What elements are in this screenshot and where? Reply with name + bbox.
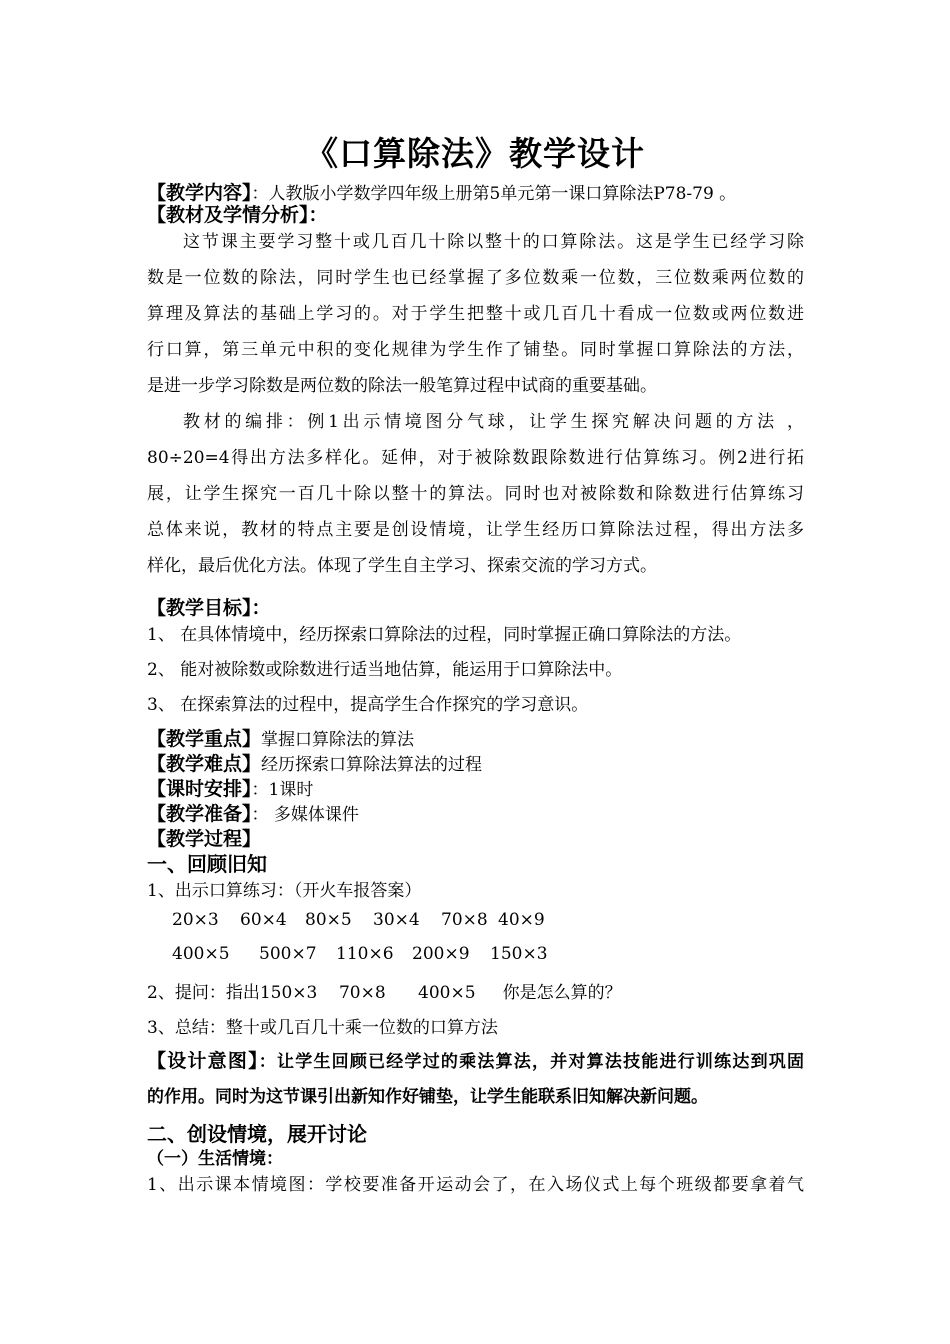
prep-label: 【教学准备】 [147, 803, 252, 825]
difficulty-line [147, 749, 482, 776]
analysis-p1-line: 数是一位数的除法，同时学生也已经掌握了多位数乘一位数，三位数乘两位数的 [147, 268, 804, 288]
intent-label: 【设计意图】 [147, 1050, 259, 1072]
exercise-item: 20×3 [172, 910, 219, 930]
intent-text: ：让学生回顾已经学过的乘法算法，并对算法技能进行训练达到巩固 [258, 1052, 804, 1072]
goal-item: 3、 在探索算法的过程中，提高学生合作探究的学习意识。 [147, 695, 589, 715]
exercise-item: 500×7 [259, 944, 317, 964]
analysis-p2-line: 教材的编排：例1出示情境图分气球，让学生探究解决问题的方法 ， [183, 412, 804, 432]
exercise-item: 30×4 [373, 910, 420, 930]
exercise-item: 70×8 [441, 910, 488, 930]
analysis-p1-line: 算理及算法的基础上学习的。对于学生把整十或几百几十看成一位数或两位数进 [147, 304, 804, 324]
schedule-line [147, 774, 313, 801]
exercise-item: 60×4 [240, 910, 287, 930]
analysis-p2-line: 总体来说，教材的特点主要是创设情境，让学生经历口算除法过程，得出方法多 [147, 520, 804, 540]
intent-line [147, 1046, 804, 1073]
analysis-p1-line: 行口算，第三单元中积的变化规律为学生作了铺垫。同时掌握口算除法的方法， [147, 340, 804, 360]
part2-line: 1、出示课本情境图：学校要准备开运动会了，在入场仪式上每个班级都要拿着气 [147, 1175, 804, 1195]
analysis-p2-line: 样化，最后优化方法。体现了学生自主学习、探索交流的学习方式。 [147, 556, 657, 576]
analysis-p1-line: 是进一步学习除数是两位数的除法一般笔算过程中试商的重要基础。 [147, 376, 657, 396]
analysis-p2-line: 展，让学生探究一百几十除以整十的算法。同时也对被除数和除数进行估算练习 [147, 484, 804, 504]
key-text: 掌握口算除法的算法 [261, 730, 415, 750]
content-label: 【教学内容】 [147, 182, 252, 204]
goal-item: 1、 在具体情境中，经历探索口算除法的过程，同时掌握正确口算除法的方法。 [147, 625, 742, 645]
document-title: 《口算除法》教学设计 [305, 134, 645, 173]
content-text: ：人教版小学数学四年级上册第5单元第一课口算除法P78-79 。 [251, 184, 737, 204]
key-line [147, 724, 414, 751]
analysis-label: 【教材及学情分析】： [147, 204, 328, 226]
schedule-label: 【课时安排】 [147, 778, 252, 800]
exercise-item: 150×3 [490, 944, 548, 964]
exercise-item: 400×5 [172, 944, 230, 964]
goals-label: 【教学目标】： [147, 597, 271, 619]
part1-line: 2、提问：指出150×3 70×8 400×5 你是怎么算的？ [147, 983, 622, 1003]
difficulty-text: 经历探索口算除法算法的过程 [261, 755, 483, 775]
process-label: 【教学过程】 [147, 828, 262, 850]
section-heading: 二、创设情境，展开讨论 [147, 1122, 367, 1146]
exercise-item: 200×9 [412, 944, 470, 964]
section-heading: 一、回顾旧知 [147, 852, 267, 876]
goal-item: 2、 能对被除数或除数进行适当地估算，能运用于口算除法中。 [147, 660, 623, 680]
subsection-heading: （一）生活情境： [147, 1149, 283, 1169]
part1-line: 1、出示口算练习：（开火车报答案） [147, 881, 422, 901]
prep-text: ： 多媒体课件 [251, 805, 359, 825]
prep-line [147, 799, 359, 826]
exercise-item: 110×6 [336, 944, 394, 964]
intent-line: 的作用。同时为这节课引出新知作好铺垫，让学生能联系旧知解决新问题。 [147, 1087, 708, 1107]
key-label: 【教学重点】 [147, 728, 262, 750]
analysis-p2-line: 80÷20=4得出方法多样化。延伸，对于被除数跟除数进行估算练习。例2进行拓 [147, 448, 804, 468]
exercise-item: 80×5 [305, 910, 352, 930]
exercise-item: 40×9 [498, 910, 545, 930]
schedule-text: ：1课时 [251, 780, 314, 800]
analysis-p1-line: 这节课主要学习整十或几百几十除以整十的口算除法。这是学生已经学习除 [183, 232, 804, 252]
part1-line: 3、总结：整十或几百几十乘一位数的口算方法 [147, 1018, 498, 1038]
difficulty-label: 【教学难点】 [147, 753, 262, 775]
